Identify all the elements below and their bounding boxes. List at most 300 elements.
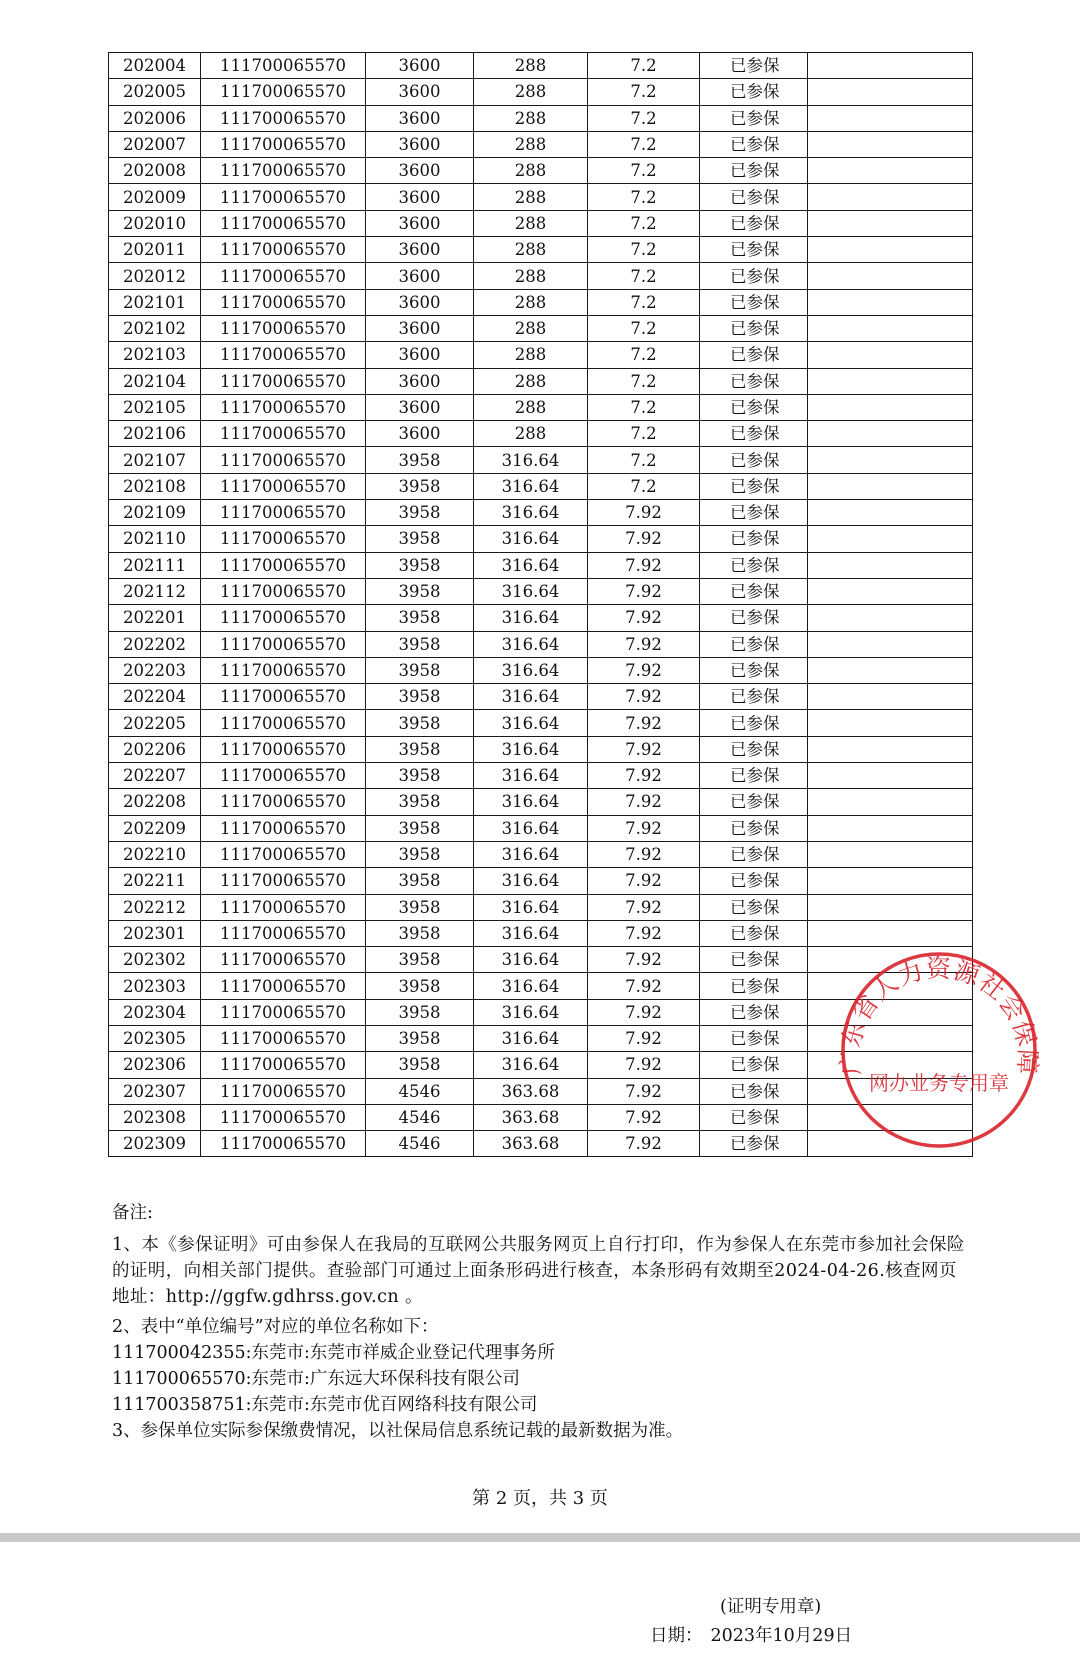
status-cell: 已参保	[700, 315, 808, 341]
personal-cell: 7.92	[588, 841, 700, 867]
period-cell: 202005	[109, 79, 201, 105]
base-cell: 3600	[366, 421, 474, 447]
amount-cell: 316.64	[474, 736, 588, 762]
table-row	[109, 684, 973, 710]
amount-cell: 316.64	[474, 631, 588, 657]
base-cell: 3958	[366, 552, 474, 578]
note-2: 2、表中“单位编号”对应的单位名称如下：	[112, 1317, 439, 1337]
unit-id-cell: 111700065570	[201, 894, 366, 920]
base-cell: 3600	[366, 131, 474, 157]
personal-cell: 7.92	[588, 526, 700, 552]
amount-cell: 288	[474, 421, 588, 447]
personal-cell: 7.92	[588, 710, 700, 736]
personal-cell: 7.2	[588, 473, 700, 499]
status-cell: 已参保	[700, 394, 808, 420]
status-cell: 已参保	[700, 447, 808, 473]
period-cell: 202006	[109, 105, 201, 131]
remark-cell	[808, 605, 973, 631]
remark-cell	[808, 105, 973, 131]
remark-cell	[808, 710, 973, 736]
personal-cell: 7.92	[588, 815, 700, 841]
notes-section	[112, 1200, 972, 1444]
status-cell: 已参保	[700, 684, 808, 710]
table-row	[109, 447, 973, 473]
table-row	[109, 868, 973, 894]
period-cell: 202104	[109, 368, 201, 394]
table-row	[109, 841, 973, 867]
personal-cell: 7.2	[588, 79, 700, 105]
table-row	[109, 894, 973, 920]
base-cell: 3958	[366, 526, 474, 552]
amount-cell: 363.68	[474, 1078, 588, 1104]
period-cell: 202203	[109, 657, 201, 683]
remark-cell	[808, 289, 973, 315]
personal-cell: 7.2	[588, 289, 700, 315]
base-cell: 3958	[366, 815, 474, 841]
status-cell: 已参保	[700, 500, 808, 526]
issue-date	[650, 1622, 852, 1647]
personal-cell: 7.92	[588, 999, 700, 1025]
table-row	[109, 552, 973, 578]
remark-cell	[808, 447, 973, 473]
amount-cell: 316.64	[474, 473, 588, 499]
amount-cell: 316.64	[474, 894, 588, 920]
amount-cell: 288	[474, 131, 588, 157]
unit-id-cell: 111700065570	[201, 1025, 366, 1051]
base-cell: 4546	[366, 1104, 474, 1130]
table-row	[109, 421, 973, 447]
svg-text:广东省人力资源社会保障	[835, 954, 1042, 1076]
remark-cell	[808, 368, 973, 394]
status-cell: 已参保	[700, 552, 808, 578]
unit-id-cell: 111700065570	[201, 1078, 366, 1104]
base-cell: 3600	[366, 263, 474, 289]
unit-id-cell: 111700065570	[201, 736, 366, 762]
remark-cell	[808, 763, 973, 789]
date-value: 2023年10月29日	[710, 1626, 853, 1646]
period-cell: 202303	[109, 973, 201, 999]
base-cell: 3958	[366, 473, 474, 499]
period-cell: 202108	[109, 473, 201, 499]
personal-cell: 7.92	[588, 973, 700, 999]
status-cell: 已参保	[700, 1025, 808, 1051]
unit-id-cell: 111700065570	[201, 421, 366, 447]
remark-cell	[808, 631, 973, 657]
unit-id-cell: 111700065570	[201, 1131, 366, 1157]
status-cell: 已参保	[700, 1078, 808, 1104]
unit-id-cell: 111700065570	[201, 999, 366, 1025]
personal-cell: 7.92	[588, 868, 700, 894]
personal-cell: 7.2	[588, 421, 700, 447]
unit-id-cell: 111700065570	[201, 368, 366, 394]
amount-cell: 288	[474, 315, 588, 341]
amount-cell: 288	[474, 79, 588, 105]
table-row	[109, 657, 973, 683]
certificate-seal-label: (证明专用章)	[720, 1597, 822, 1617]
remark-cell	[808, 789, 973, 815]
personal-cell: 7.2	[588, 158, 700, 184]
page-indicator: 第 2 页，共 3 页	[472, 1488, 608, 1509]
personal-cell: 7.92	[588, 552, 700, 578]
amount-cell: 316.64	[474, 447, 588, 473]
remark-cell	[808, 315, 973, 341]
status-cell: 已参保	[700, 973, 808, 999]
personal-cell: 7.2	[588, 131, 700, 157]
period-cell: 202306	[109, 1052, 201, 1078]
amount-cell: 316.64	[474, 578, 588, 604]
remark-cell	[808, 841, 973, 867]
remark-cell	[808, 131, 973, 157]
amount-cell: 288	[474, 237, 588, 263]
unit-id-cell: 111700065570	[201, 552, 366, 578]
date-label: 日期：	[650, 1626, 703, 1646]
period-cell: 202205	[109, 710, 201, 736]
table-row	[109, 210, 973, 236]
page-separator	[0, 1533, 1080, 1542]
amount-cell: 316.64	[474, 763, 588, 789]
unit-id-cell: 111700065570	[201, 973, 366, 999]
amount-cell: 316.64	[474, 500, 588, 526]
unit-id-cell: 111700065570	[201, 631, 366, 657]
amount-cell: 288	[474, 289, 588, 315]
status-cell: 已参保	[700, 1052, 808, 1078]
table-row	[109, 789, 973, 815]
table-row	[109, 631, 973, 657]
period-cell: 202302	[109, 947, 201, 973]
status-cell: 已参保	[700, 473, 808, 499]
remark-cell	[808, 394, 973, 420]
period-cell: 202301	[109, 920, 201, 946]
official-seal-icon	[834, 945, 1044, 1155]
base-cell: 3958	[366, 1052, 474, 1078]
period-cell: 202007	[109, 131, 201, 157]
status-cell: 已参保	[700, 105, 808, 131]
amount-cell: 316.64	[474, 552, 588, 578]
unit-id-cell: 111700065570	[201, 947, 366, 973]
personal-cell: 7.2	[588, 53, 700, 79]
amount-cell: 288	[474, 158, 588, 184]
table-row	[109, 920, 973, 946]
base-cell: 3958	[366, 894, 474, 920]
personal-cell: 7.2	[588, 368, 700, 394]
period-cell: 202112	[109, 578, 201, 604]
period-cell: 202305	[109, 1025, 201, 1051]
period-cell: 202308	[109, 1104, 201, 1130]
base-cell: 3958	[366, 999, 474, 1025]
period-cell: 202010	[109, 210, 201, 236]
personal-cell: 7.2	[588, 184, 700, 210]
personal-cell: 7.92	[588, 605, 700, 631]
period-cell: 202204	[109, 684, 201, 710]
table-row	[109, 578, 973, 604]
period-cell: 202110	[109, 526, 201, 552]
status-cell: 已参保	[700, 131, 808, 157]
remark-cell	[808, 578, 973, 604]
base-cell: 3600	[366, 158, 474, 184]
unit-id-cell: 111700065570	[201, 447, 366, 473]
personal-cell: 7.92	[588, 894, 700, 920]
personal-cell: 7.92	[588, 657, 700, 683]
period-cell: 202106	[109, 421, 201, 447]
table-row	[109, 237, 973, 263]
amount-cell: 316.64	[474, 710, 588, 736]
unit-id-cell: 111700065570	[201, 79, 366, 105]
amount-cell: 316.64	[474, 1052, 588, 1078]
amount-cell: 316.64	[474, 684, 588, 710]
status-cell: 已参保	[700, 868, 808, 894]
period-cell: 202011	[109, 237, 201, 263]
table-row	[109, 53, 973, 79]
period-cell: 202201	[109, 605, 201, 631]
base-cell: 3958	[366, 631, 474, 657]
amount-cell: 288	[474, 394, 588, 420]
base-cell: 3958	[366, 684, 474, 710]
personal-cell: 7.92	[588, 1078, 700, 1104]
table-row	[109, 315, 973, 341]
status-cell: 已参保	[700, 578, 808, 604]
remark-cell	[808, 473, 973, 499]
remark-cell	[808, 868, 973, 894]
base-cell: 3600	[366, 210, 474, 236]
remark-cell	[808, 684, 973, 710]
status-cell: 已参保	[700, 53, 808, 79]
base-cell: 3958	[366, 736, 474, 762]
period-cell: 202210	[109, 841, 201, 867]
status-cell: 已参保	[700, 763, 808, 789]
base-cell: 3600	[366, 184, 474, 210]
status-cell: 已参保	[700, 710, 808, 736]
note-1: 1、本《参保证明》可由参保人在我局的互联网公共服务网页上自行打印，作为参保人在东莞市参加社会保险的证明，向相关部门提供。查验部门可通过上面条形码进行核查，本条形码有效期至2024-04-26.核查网页地址：http://ggfw.gdhrss.gov.cn 。	[112, 1235, 965, 1307]
table-row	[109, 394, 973, 420]
period-cell: 202212	[109, 894, 201, 920]
personal-cell: 7.92	[588, 1104, 700, 1130]
amount-cell: 316.64	[474, 605, 588, 631]
personal-cell: 7.2	[588, 447, 700, 473]
personal-cell: 7.92	[588, 736, 700, 762]
table-row	[109, 815, 973, 841]
unit-id-cell: 111700065570	[201, 526, 366, 552]
amount-cell: 316.64	[474, 841, 588, 867]
base-cell: 3958	[366, 868, 474, 894]
base-cell: 3958	[366, 710, 474, 736]
unit-id-cell: 111700065570	[201, 789, 366, 815]
base-cell: 3958	[366, 763, 474, 789]
unit-id-cell: 111700065570	[201, 710, 366, 736]
unit-id-cell: 111700065570	[201, 131, 366, 157]
remark-cell	[808, 657, 973, 683]
base-cell: 3600	[366, 105, 474, 131]
unit-id-cell: 111700065570	[201, 605, 366, 631]
amount-cell: 288	[474, 368, 588, 394]
remark-cell	[808, 500, 973, 526]
unit-id-cell: 111700065570	[201, 210, 366, 236]
amount-cell: 316.64	[474, 868, 588, 894]
base-cell: 3600	[366, 342, 474, 368]
remark-cell	[808, 184, 973, 210]
amount-cell: 316.64	[474, 815, 588, 841]
unit-id-cell: 111700065570	[201, 684, 366, 710]
personal-cell: 7.2	[588, 394, 700, 420]
unit-id-cell: 111700065570	[201, 920, 366, 946]
period-cell: 202209	[109, 815, 201, 841]
status-cell: 已参保	[700, 1131, 808, 1157]
amount-cell: 288	[474, 184, 588, 210]
amount-cell: 316.64	[474, 973, 588, 999]
period-cell: 202008	[109, 158, 201, 184]
unit-id-cell: 111700065570	[201, 158, 366, 184]
remark-cell	[808, 421, 973, 447]
status-cell: 已参保	[700, 657, 808, 683]
seal-top-text: 广东省人力资源社会保障	[835, 954, 1043, 1077]
status-cell: 已参保	[700, 947, 808, 973]
base-cell: 3958	[366, 500, 474, 526]
unit-id-cell: 111700065570	[201, 657, 366, 683]
unit-line: 111700358751:东莞市:东莞市优百网络科技有限公司	[112, 1395, 538, 1415]
amount-cell: 288	[474, 105, 588, 131]
personal-cell: 7.92	[588, 684, 700, 710]
personal-cell: 7.92	[588, 789, 700, 815]
unit-id-cell: 111700065570	[201, 1104, 366, 1130]
amount-cell: 363.68	[474, 1131, 588, 1157]
base-cell: 3600	[366, 394, 474, 420]
amount-cell: 316.64	[474, 999, 588, 1025]
notes-title: 备注:	[112, 1203, 153, 1223]
personal-cell: 7.92	[588, 763, 700, 789]
unit-line: 111700065570:东莞市:广东远大环保科技有限公司	[112, 1369, 520, 1389]
table-row	[109, 131, 973, 157]
base-cell: 3958	[366, 605, 474, 631]
unit-id-cell: 111700065570	[201, 815, 366, 841]
table-row	[109, 342, 973, 368]
table-row	[109, 473, 973, 499]
remark-cell	[808, 920, 973, 946]
unit-id-cell: 111700065570	[201, 263, 366, 289]
unit-id-cell: 111700065570	[201, 868, 366, 894]
status-cell: 已参保	[700, 158, 808, 184]
status-cell: 已参保	[700, 368, 808, 394]
table-row	[109, 500, 973, 526]
status-cell: 已参保	[700, 263, 808, 289]
period-cell: 202206	[109, 736, 201, 762]
base-cell: 3958	[366, 657, 474, 683]
status-cell: 已参保	[700, 605, 808, 631]
period-cell: 202207	[109, 763, 201, 789]
remark-cell	[808, 263, 973, 289]
personal-cell: 7.2	[588, 342, 700, 368]
period-cell: 202107	[109, 447, 201, 473]
status-cell: 已参保	[700, 631, 808, 657]
period-cell: 202307	[109, 1078, 201, 1104]
amount-cell: 316.64	[474, 789, 588, 815]
remark-cell	[808, 342, 973, 368]
personal-cell: 7.2	[588, 105, 700, 131]
table-row	[109, 710, 973, 736]
remark-cell	[808, 237, 973, 263]
amount-cell: 316.64	[474, 920, 588, 946]
table-row	[109, 105, 973, 131]
unit-id-cell: 111700065570	[201, 315, 366, 341]
unit-line: 111700042355:东莞市:东莞市祥威企业登记代理事务所	[112, 1343, 555, 1363]
remark-cell	[808, 158, 973, 184]
base-cell: 3958	[366, 789, 474, 815]
remark-cell	[808, 736, 973, 762]
table-row	[109, 263, 973, 289]
status-cell: 已参保	[700, 841, 808, 867]
amount-cell: 288	[474, 210, 588, 236]
unit-id-cell: 111700065570	[201, 289, 366, 315]
amount-cell: 288	[474, 263, 588, 289]
base-cell: 3600	[366, 368, 474, 394]
status-cell: 已参保	[700, 789, 808, 815]
status-cell: 已参保	[700, 289, 808, 315]
base-cell: 3600	[366, 289, 474, 315]
status-cell: 已参保	[700, 920, 808, 946]
amount-cell: 363.68	[474, 1104, 588, 1130]
personal-cell: 7.92	[588, 947, 700, 973]
table-row	[109, 736, 973, 762]
base-cell: 3600	[366, 315, 474, 341]
amount-cell: 316.64	[474, 657, 588, 683]
status-cell: 已参保	[700, 79, 808, 105]
personal-cell: 7.2	[588, 237, 700, 263]
period-cell: 202101	[109, 289, 201, 315]
base-cell: 3958	[366, 920, 474, 946]
unit-id-cell: 111700065570	[201, 500, 366, 526]
unit-id-cell: 111700065570	[201, 184, 366, 210]
status-cell: 已参保	[700, 210, 808, 236]
status-cell: 已参保	[700, 342, 808, 368]
status-cell: 已参保	[700, 815, 808, 841]
personal-cell: 7.92	[588, 1052, 700, 1078]
personal-cell: 7.92	[588, 1025, 700, 1051]
unit-id-cell: 111700065570	[201, 105, 366, 131]
unit-id-cell: 111700065570	[201, 763, 366, 789]
period-cell: 202304	[109, 999, 201, 1025]
table-row	[109, 158, 973, 184]
table-row	[109, 763, 973, 789]
base-cell: 4546	[366, 1131, 474, 1157]
status-cell: 已参保	[700, 421, 808, 447]
unit-id-cell: 111700065570	[201, 473, 366, 499]
personal-cell: 7.92	[588, 631, 700, 657]
unit-id-cell: 111700065570	[201, 394, 366, 420]
status-cell: 已参保	[700, 184, 808, 210]
remark-cell	[808, 210, 973, 236]
period-cell: 202309	[109, 1131, 201, 1157]
table-row	[109, 184, 973, 210]
remark-cell	[808, 53, 973, 79]
remark-cell	[808, 526, 973, 552]
table-row	[109, 79, 973, 105]
personal-cell: 7.2	[588, 315, 700, 341]
amount-cell: 316.64	[474, 1025, 588, 1051]
personal-cell: 7.2	[588, 210, 700, 236]
note-3: 3、参保单位实际参保缴费情况，以社保局信息系统记载的最新数据为准。	[112, 1421, 684, 1441]
unit-id-cell: 111700065570	[201, 1052, 366, 1078]
unit-id-cell: 111700065570	[201, 237, 366, 263]
personal-cell: 7.92	[588, 1131, 700, 1157]
unit-id-cell: 111700065570	[201, 841, 366, 867]
period-cell: 202111	[109, 552, 201, 578]
table-row	[109, 605, 973, 631]
base-cell: 3600	[366, 79, 474, 105]
table-row	[109, 368, 973, 394]
amount-cell: 316.64	[474, 947, 588, 973]
amount-cell: 316.64	[474, 526, 588, 552]
period-cell: 202004	[109, 53, 201, 79]
personal-cell: 7.92	[588, 578, 700, 604]
base-cell: 3958	[366, 973, 474, 999]
